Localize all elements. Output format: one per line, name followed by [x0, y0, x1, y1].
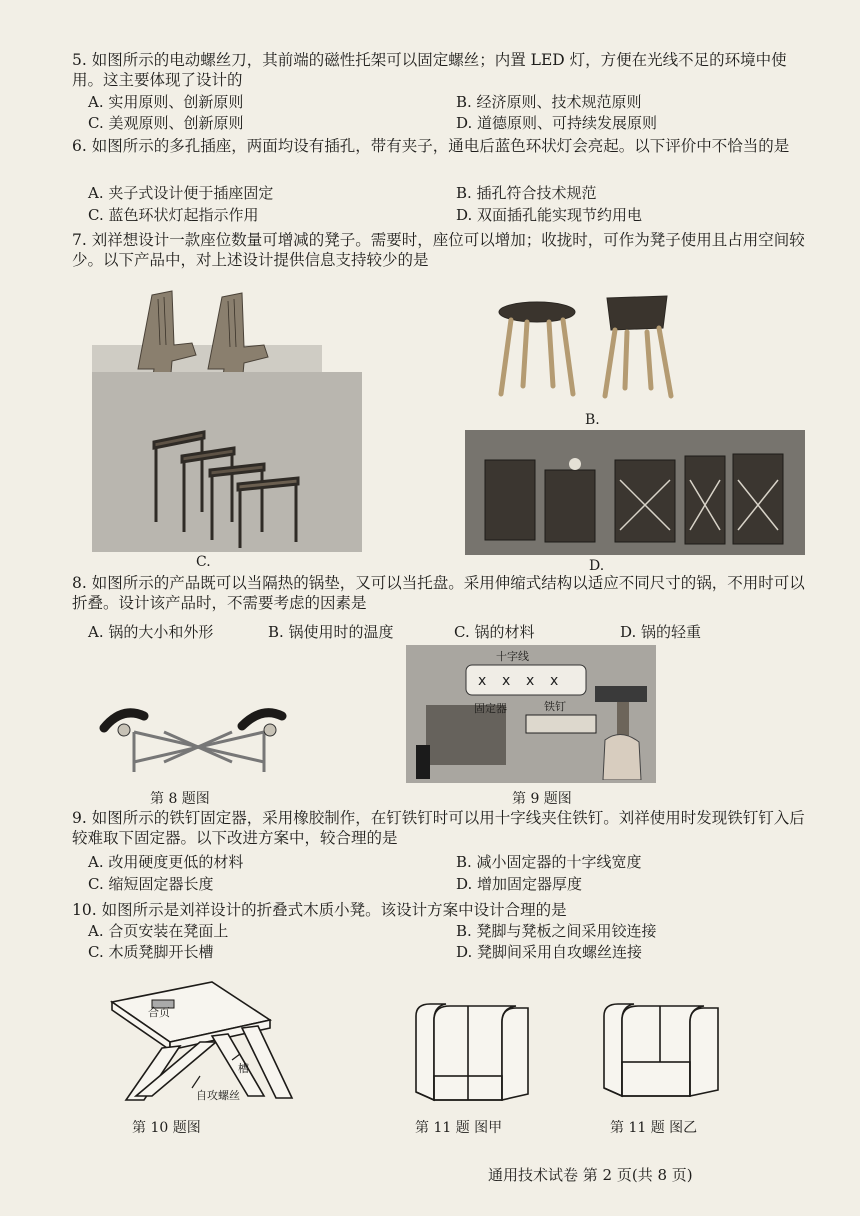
box-figure-b	[596, 996, 726, 1106]
folding-seats-photo	[465, 430, 805, 555]
question-6-stem: 6. 如图所示的多孔插座，两面均设有插孔，带有夹子，通电后蓝色环状灯会亮起。以下评价中不恰当的是	[72, 137, 790, 155]
stools-photo	[487, 290, 687, 400]
question-6-option-d: D. 双面插孔能实现节约用电	[456, 206, 643, 224]
page-footer: 通用技术试卷 第 2 页(共 8 页)	[488, 1166, 693, 1184]
label-self-tapping-screw: 自攻螺丝	[196, 1089, 240, 1102]
label-slot: 槽	[238, 1062, 249, 1075]
pot-holder-figure	[92, 700, 382, 790]
label-nail: 铁钉	[544, 700, 566, 713]
svg-text:x: x	[478, 673, 487, 689]
folding-stool-drawing	[92, 972, 322, 1102]
nesting-tables-photo	[92, 372, 362, 552]
figure-8-caption: 第 8 题图	[150, 791, 210, 807]
question-6-option-c: C. 蓝色环状灯起指示作用	[88, 206, 259, 224]
svg-text:x: x	[502, 673, 511, 689]
svg-text:x: x	[526, 673, 535, 689]
question-8-option-a: A. 锅的大小和外形	[88, 623, 214, 641]
question-5-option-c: C. 美观原则、创新原则	[88, 114, 244, 132]
figure-11b-caption: 第 11 题 图乙	[610, 1120, 698, 1136]
question-6-option-a: A. 夹子式设计便于插座固定	[88, 184, 274, 202]
label-hinge: 合页	[148, 1006, 170, 1019]
question-10-stem: 10. 如图所示是刘祥设计的折叠式木质小凳。该设计方案中设计合理的是	[72, 901, 567, 919]
figure-label-d: D.	[589, 558, 605, 574]
question-5-stem: 5. 如图所示的电动螺丝刀，其前端的磁性托架可以固定螺丝；内置 LED 灯，方便在光线不足的环境中使用。这主要体现了设计的	[72, 51, 787, 89]
figure-11a-caption: 第 11 题 图甲	[415, 1120, 503, 1136]
question-8-option-d: D. 锅的轻重	[620, 623, 702, 641]
figure-label-c: C.	[196, 554, 211, 570]
question-9-option-d: D. 增加固定器厚度	[456, 875, 583, 893]
question-9-option-b: B. 减小固定器的十字线宽度	[456, 853, 642, 871]
question-5-option-b: B. 经济原则、技术规范原则	[456, 93, 642, 111]
question-8-option-b: B. 锅使用时的温度	[268, 623, 394, 641]
box-figure-a	[406, 996, 536, 1106]
hammer-hand-photo	[587, 680, 665, 780]
question-5-option-a: A. 实用原则、创新原则	[88, 93, 244, 111]
question-8-stem: 8. 如图所示的产品既可以当隔热的锅垫，又可以当托盘。采用伸缩式结构以适应不同尺寸的锅，不用时可以折叠。设计该产品时，不需要考虑的因素是	[72, 574, 805, 612]
label-holder: 固定器	[474, 702, 507, 715]
question-9-option-c: C. 缩短固定器长度	[88, 875, 214, 893]
question-10-option-c: C. 木质凳脚开长槽	[88, 943, 214, 961]
figure-label-b: B.	[585, 412, 600, 428]
question-9-stem: 9. 如图所示的铁钉固定器，采用橡胶制作，在钉铁钉时可以用十字线夹住铁钉。刘祥使用时发现铁钉钉入后较难取下固定器。以下改进方案中，较合理的是	[72, 809, 805, 847]
question-6-option-b: B. 插孔符合技术规范	[456, 184, 597, 202]
question-7-stem: 7. 刘祥想设计一款座位数量可增减的凳子。需要时，座位可以增加；收拢时，可作为凳子使用且占用空间较少。以下产品中，对上述设计提供信息支持较少的是	[72, 231, 805, 269]
question-10-option-a: A. 合页安装在凳面上	[88, 922, 229, 940]
figure-10-caption: 第 10 题图	[132, 1120, 201, 1136]
question-5-option-d: D. 道德原则、可持续发展原则	[456, 114, 658, 132]
svg-text:x: x	[550, 673, 559, 689]
question-10-option-d: D. 凳脚间采用自攻螺丝连接	[456, 943, 643, 961]
question-8-option-c: C. 锅的材料	[454, 623, 535, 641]
question-9-option-a: A. 改用硬度更低的材料	[88, 853, 244, 871]
label-cross-line: 十字线	[496, 650, 529, 663]
figure-9-caption: 第 9 题图	[512, 791, 572, 807]
question-10-option-b: B. 凳脚与凳板之间采用铰连接	[456, 922, 657, 940]
